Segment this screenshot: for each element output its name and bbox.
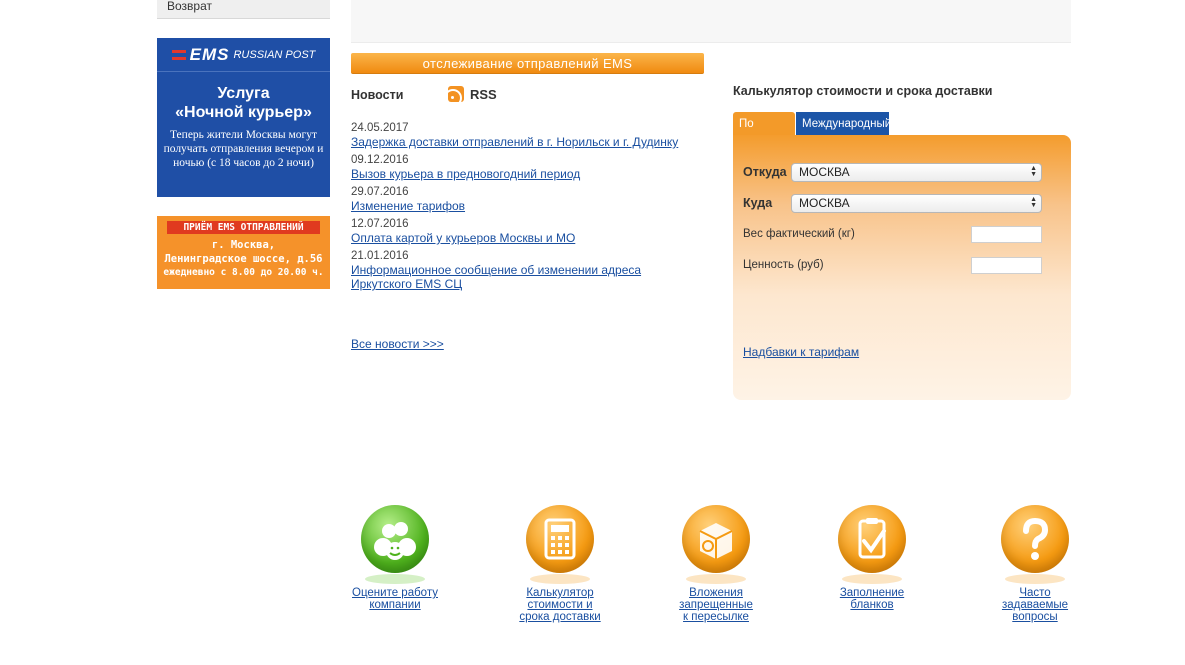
news-date: 21.01.2016: [351, 250, 409, 262]
news-date: 29.07.2016: [351, 186, 409, 198]
tracking-label: отслеживание отправлений EMS: [422, 56, 633, 71]
ems-logo-text: EMS: [189, 44, 230, 64]
surcharge-link[interactable]: Надбавки к тарифам: [743, 345, 860, 359]
caption-line: стоимости и: [527, 599, 593, 611]
icon-reflection: [1005, 574, 1065, 584]
caption-line: Часто: [1019, 587, 1051, 599]
caption-line: срока доставки: [519, 611, 601, 623]
rss-icon: [448, 86, 464, 102]
caption-line: вопросы: [1012, 611, 1058, 623]
news-title-link[interactable]: Информационное сообщение об изменении адреса Иркутского EMS СЦ: [351, 263, 642, 291]
icon-reflection: [365, 574, 425, 584]
declared-value-input[interactable]: [971, 257, 1042, 274]
tab-international[interactable]: Международный: [796, 112, 889, 136]
wing-icon: [172, 50, 186, 60]
top-content-area: [351, 0, 1071, 43]
office-banner-head: ПРИЁМ EMS ОТПРАВЛЕНИЙ: [167, 221, 320, 234]
caption-line: Вложения: [689, 587, 743, 599]
select-arrows-icon: ▲ ▼: [1030, 165, 1037, 178]
prohibited-items-tile[interactable]: [651, 505, 781, 623]
caption-line: запрещенные: [679, 599, 753, 611]
all-news-link[interactable]: Все новости >>>: [351, 337, 444, 351]
to-select-value: МОСКВА: [799, 196, 850, 210]
question-icon: [1001, 505, 1069, 573]
news-title-link[interactable]: Вызов курьера в предновогодний период: [351, 167, 581, 181]
calculator-title: Калькулятор стоимости и срока доставки: [733, 84, 993, 98]
news-item: [351, 122, 711, 149]
russian-post-text: RUSSIAN POST: [233, 48, 316, 61]
icon-reflection: [686, 574, 746, 584]
caption-line: Калькулятор: [526, 587, 594, 599]
prohibited-items-caption[interactable]: [651, 587, 781, 623]
caption-line: Заполнение: [839, 587, 905, 599]
news-title-link[interactable]: Оплата картой у курьеров Москвы и МО: [351, 231, 576, 245]
courier-title-line2: «Ночной курьер»: [175, 104, 312, 121]
news-list: [351, 122, 711, 296]
smiley-icon: [361, 505, 429, 573]
form-check-icon: [838, 505, 906, 573]
calculator-icon: [526, 505, 594, 573]
office-banner-city: г. Москва,: [211, 239, 276, 251]
weight-label: Вес фактический (кг): [743, 228, 855, 240]
rate-company-caption[interactable]: [330, 587, 460, 611]
courier-banner-text: Теперь жители Москвы могут получать отправления вечером и ночью (с 18 часов до 2 ночи): [163, 129, 324, 169]
ems-logo: [157, 38, 330, 72]
office-banner-hours: ежедневно с 8.00 до 20.00 ч.: [163, 267, 324, 278]
caption-line: к пересылке: [683, 611, 749, 623]
courier-banner-title: [157, 84, 330, 122]
tab-domestic[interactable]: По: [733, 112, 795, 136]
ems-office-banner[interactable]: [157, 216, 330, 289]
return-label: Возврат: [167, 0, 212, 13]
ems-tracking-button[interactable]: [351, 53, 704, 74]
icon-reflection: [530, 574, 590, 584]
icon-reflection: [842, 574, 902, 584]
to-label: Куда: [743, 196, 773, 210]
news-item: [351, 218, 711, 245]
from-label: Откуда: [743, 165, 787, 179]
calculator-panel: [733, 135, 1071, 400]
calculator-caption[interactable]: [495, 587, 625, 623]
faq-caption[interactable]: [970, 587, 1100, 623]
caption-line: бланков: [850, 599, 894, 611]
news-item: [351, 186, 711, 213]
parcel-icon: [682, 505, 750, 573]
night-courier-banner[interactable]: [157, 38, 330, 197]
forms-caption[interactable]: [807, 587, 937, 611]
caption-line: задаваемые: [1001, 599, 1069, 611]
faq-tile[interactable]: [970, 505, 1100, 623]
to-select[interactable]: [791, 194, 1042, 213]
from-select[interactable]: [791, 163, 1042, 182]
value-label: Ценность (руб): [743, 259, 824, 271]
news-item: [351, 250, 711, 291]
weight-input[interactable]: [971, 226, 1042, 243]
news-title-link[interactable]: Задержка доставки отправлений в г. Норильск и г. Дудинку: [351, 135, 679, 149]
caption-line: компании: [369, 599, 421, 611]
rss-label: RSS: [470, 86, 497, 102]
caption-line: Оцените работу: [352, 587, 438, 599]
rss-link[interactable]: [448, 86, 497, 102]
rate-company-tile[interactable]: [330, 505, 460, 611]
news-date: 12.07.2016: [351, 218, 409, 230]
news-item: [351, 154, 711, 181]
office-banner-address: Ленинградское шоссе, д.56: [164, 253, 323, 265]
select-arrows-icon: ▲ ▼: [1030, 196, 1037, 209]
news-heading: Новости: [351, 88, 404, 102]
calculator-tile[interactable]: [495, 505, 625, 623]
news-date: 24.05.2017: [351, 122, 409, 134]
return-button[interactable]: [157, 0, 330, 19]
news-title-link[interactable]: Изменение тарифов: [351, 199, 466, 213]
news-date: 09.12.2016: [351, 154, 409, 166]
from-select-value: МОСКВА: [799, 165, 850, 179]
forms-tile[interactable]: [807, 505, 937, 611]
courier-title-line1: Услуга: [217, 85, 270, 102]
